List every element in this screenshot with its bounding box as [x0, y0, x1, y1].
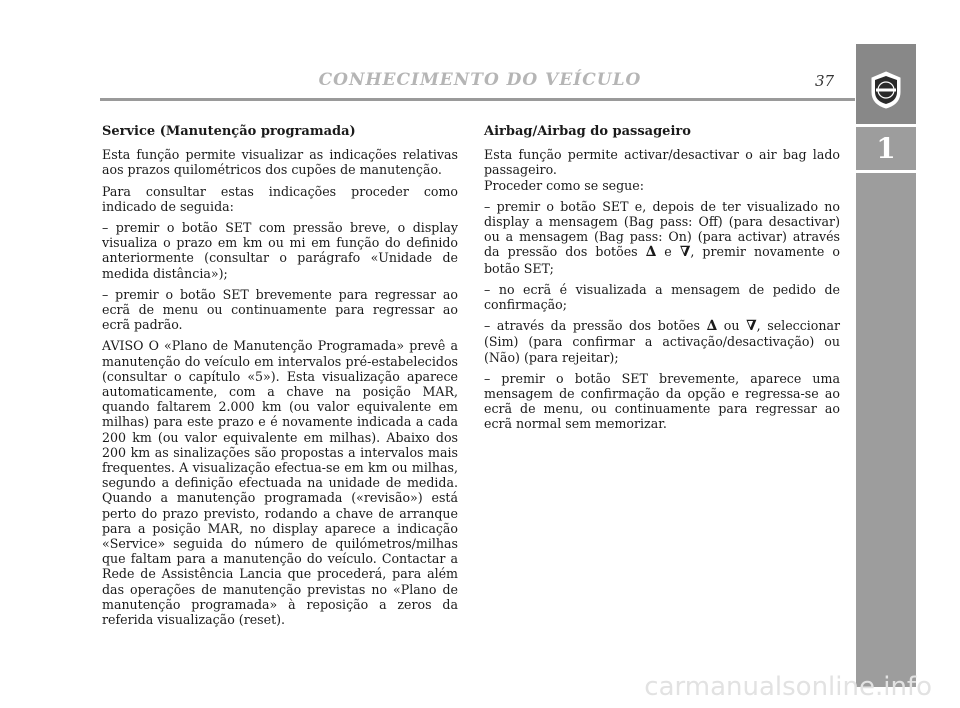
- header-rule: [100, 98, 855, 101]
- up-arrow-icon: ∆: [645, 244, 657, 261]
- tab-divider: [856, 124, 916, 127]
- text: , premir novamente o botão SET;: [484, 244, 840, 276]
- text: , seleccionar (Sim) (para confirmar a activação/desactivação) ou (Não) (para rejeitar);: [484, 318, 841, 365]
- text: e: [656, 244, 680, 260]
- chapter-number: 1: [876, 132, 896, 165]
- paragraph: – premir o botão SET brevemente para regressar ao ecrã de menu ou continuamente para regressar ao ecrã padrão.: [102, 286, 458, 333]
- text: – premir o botão SET e, depois de ter visualizado no display a mensagem (Bag pass: Off) (para desactivar) ou a mensagem (Bag pass: On) (para activar) através da pressão dos botões: [484, 198, 840, 260]
- text: ou: [717, 318, 747, 334]
- tab-divider: [856, 170, 916, 173]
- paragraph-aviso: AVISO O «Plano de Manutenção Programada» prevê a manutenção do veículo em intervalos pré-estabelecidos (consultar o capítulo «5»). Esta visualização aparece automaticamente, com a chave na posição MAR, quando faltarem 2.000 km (ou valor equivalente em milhas) para este prazo e é novamente indicada a cada 200 km (ou valor equivalente em milhas). Abaixo dos 200 km as sinalizações são propostas a intervalos mais frequentes. A visualização efectua-se em km ou milhas, segundo a definição efectuada na unidade de medida. Quando a manutenção programada («revisão») está perto do prazo previsto, rodando a chave de arranque para a posição MAR, no display aparece a indicação «Service» seguida do número de quilómetros/milhas que faltam para a manutenção do veículo. Contactar a Rede de Assistência Lancia que procederá, para além das operações de manutenção previstas no «Plano de manutenção programada» à reposição a zeros da referida visualização (reset).: [102, 338, 458, 628]
- paragraph: [484, 199, 840, 276]
- watermark[interactable]: carmanualsonline.info: [644, 672, 932, 702]
- paragraph: Esta função permite activar/desactivar o air bag lado passageiro.: [484, 147, 840, 178]
- page-header-title: CONHECIMENTO DO VEÍCULO: [318, 70, 642, 90]
- down-arrow-icon: ∇: [679, 244, 691, 261]
- page-number: 37: [815, 72, 835, 90]
- paragraph: – premir o botão SET brevemente, aparece uma mensagem de confirmação da opção e regressa-se ao ecrã de menu, ou continuamente para regressar ao ecrã normal sem memorizar.: [484, 370, 840, 432]
- left-column: [102, 124, 458, 633]
- section-heading-airbag: Airbag/Airbag do passageiro: [484, 124, 691, 139]
- section-heading-service: Service (Manutenção programada): [102, 124, 356, 139]
- paragraph: Esta função permite visualizar as indicações relativas aos prazos quilométricos dos cupões de manutenção.: [102, 147, 458, 178]
- up-arrow-icon: ∆: [706, 318, 718, 335]
- paragraph: – no ecrã é visualizada a mensagem de pedido de confirmação;: [484, 281, 840, 313]
- right-column: [484, 124, 840, 438]
- lancia-logo-icon: [868, 70, 904, 110]
- paragraph: Proceder como se segue:: [484, 177, 644, 193]
- paragraph: Para consultar estas indicações proceder como indicado de seguida:: [102, 183, 458, 214]
- paragraph: – premir o botão SET com pressão breve, o display visualiza o prazo em km ou mi em função do definido anteriormente (consultar o parágrafo «Unidade de medida distância»);: [102, 220, 458, 281]
- text: – através da pressão dos botões: [484, 318, 707, 334]
- down-arrow-icon: ∇: [746, 318, 757, 335]
- paragraph: [484, 318, 840, 365]
